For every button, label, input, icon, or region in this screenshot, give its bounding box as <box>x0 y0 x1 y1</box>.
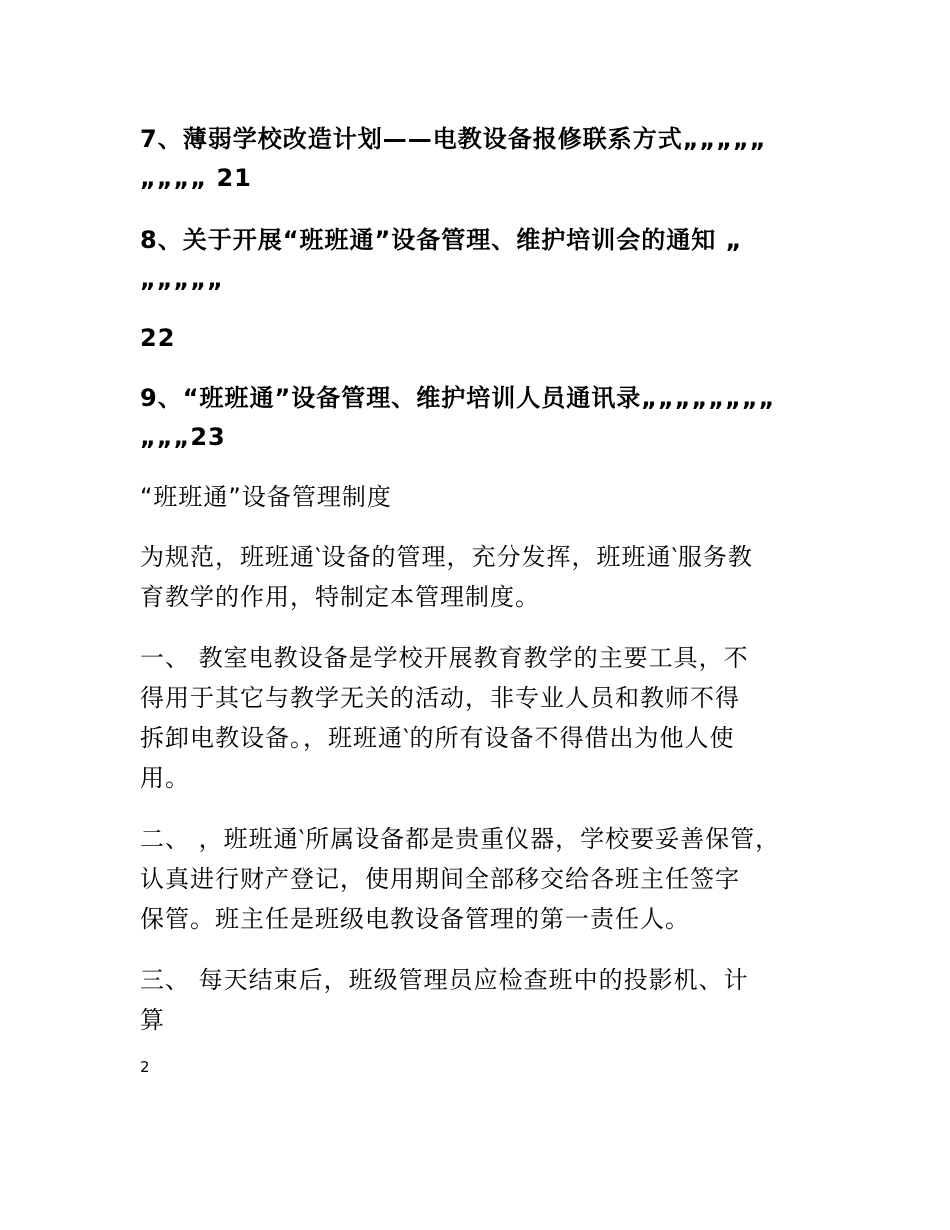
page-number: 2 <box>140 1058 150 1076</box>
toc-entry-9-line-2: „„„23 <box>140 423 226 451</box>
paragraph-intro-line-2: 育教学的作用，特制定本管理制度。 <box>140 583 540 611</box>
paragraph-one-line-1: 一、 教室电教设备是学校开展教育教学的主要工具，不 <box>140 644 749 672</box>
toc-entry-8-line-2: „„„„„ <box>140 265 224 293</box>
paragraph-one-line-4: 用。 <box>140 764 190 792</box>
paragraph-intro-line-1: 为规范，班班通‵设备的管理，充分发挥，班班通‵服务教 <box>140 543 753 571</box>
toc-entry-7-line-2: „„„„ 21 <box>140 164 252 192</box>
section-title: “班班通”设备管理制度 <box>140 483 392 511</box>
paragraph-three-line-1: 三、 每天结束后，班级管理员应检查班中的投影机、计 <box>140 966 749 994</box>
paragraph-two-line-2: 认真进行财产登记，使用期间全部移交给各班主任签字 <box>140 865 740 893</box>
toc-entry-8-line-3: 22 <box>140 324 176 352</box>
paragraph-three-line-2: 算 <box>140 1006 165 1034</box>
paragraph-one-line-3: 拆卸电教设备。，班班通‵的所有设备不得借出为他人使 <box>140 724 735 752</box>
toc-entry-7-line-1: 7、薄弱学校改造计划——电教设备报修联系方式„„„„„ <box>140 125 767 153</box>
toc-entry-8-line-1: 8、关于开展“班班通”设备管理、维护培训会的通知 „ <box>140 226 743 254</box>
paragraph-two-line-1: 二、 ，班班通‵所属设备都是贵重仪器，学校要妥善保管， <box>140 825 781 853</box>
paragraph-two-line-3: 保管。班主任是班级电教设备管理的第一责任人。 <box>140 905 690 933</box>
paragraph-one-line-2: 得用于其它与教学无关的活动，非专业人员和教师不得 <box>140 684 740 712</box>
toc-entry-9-line-1: 9、“班班通”设备管理、维护培训人员通讯录„„„„„„„„ <box>140 384 776 412</box>
